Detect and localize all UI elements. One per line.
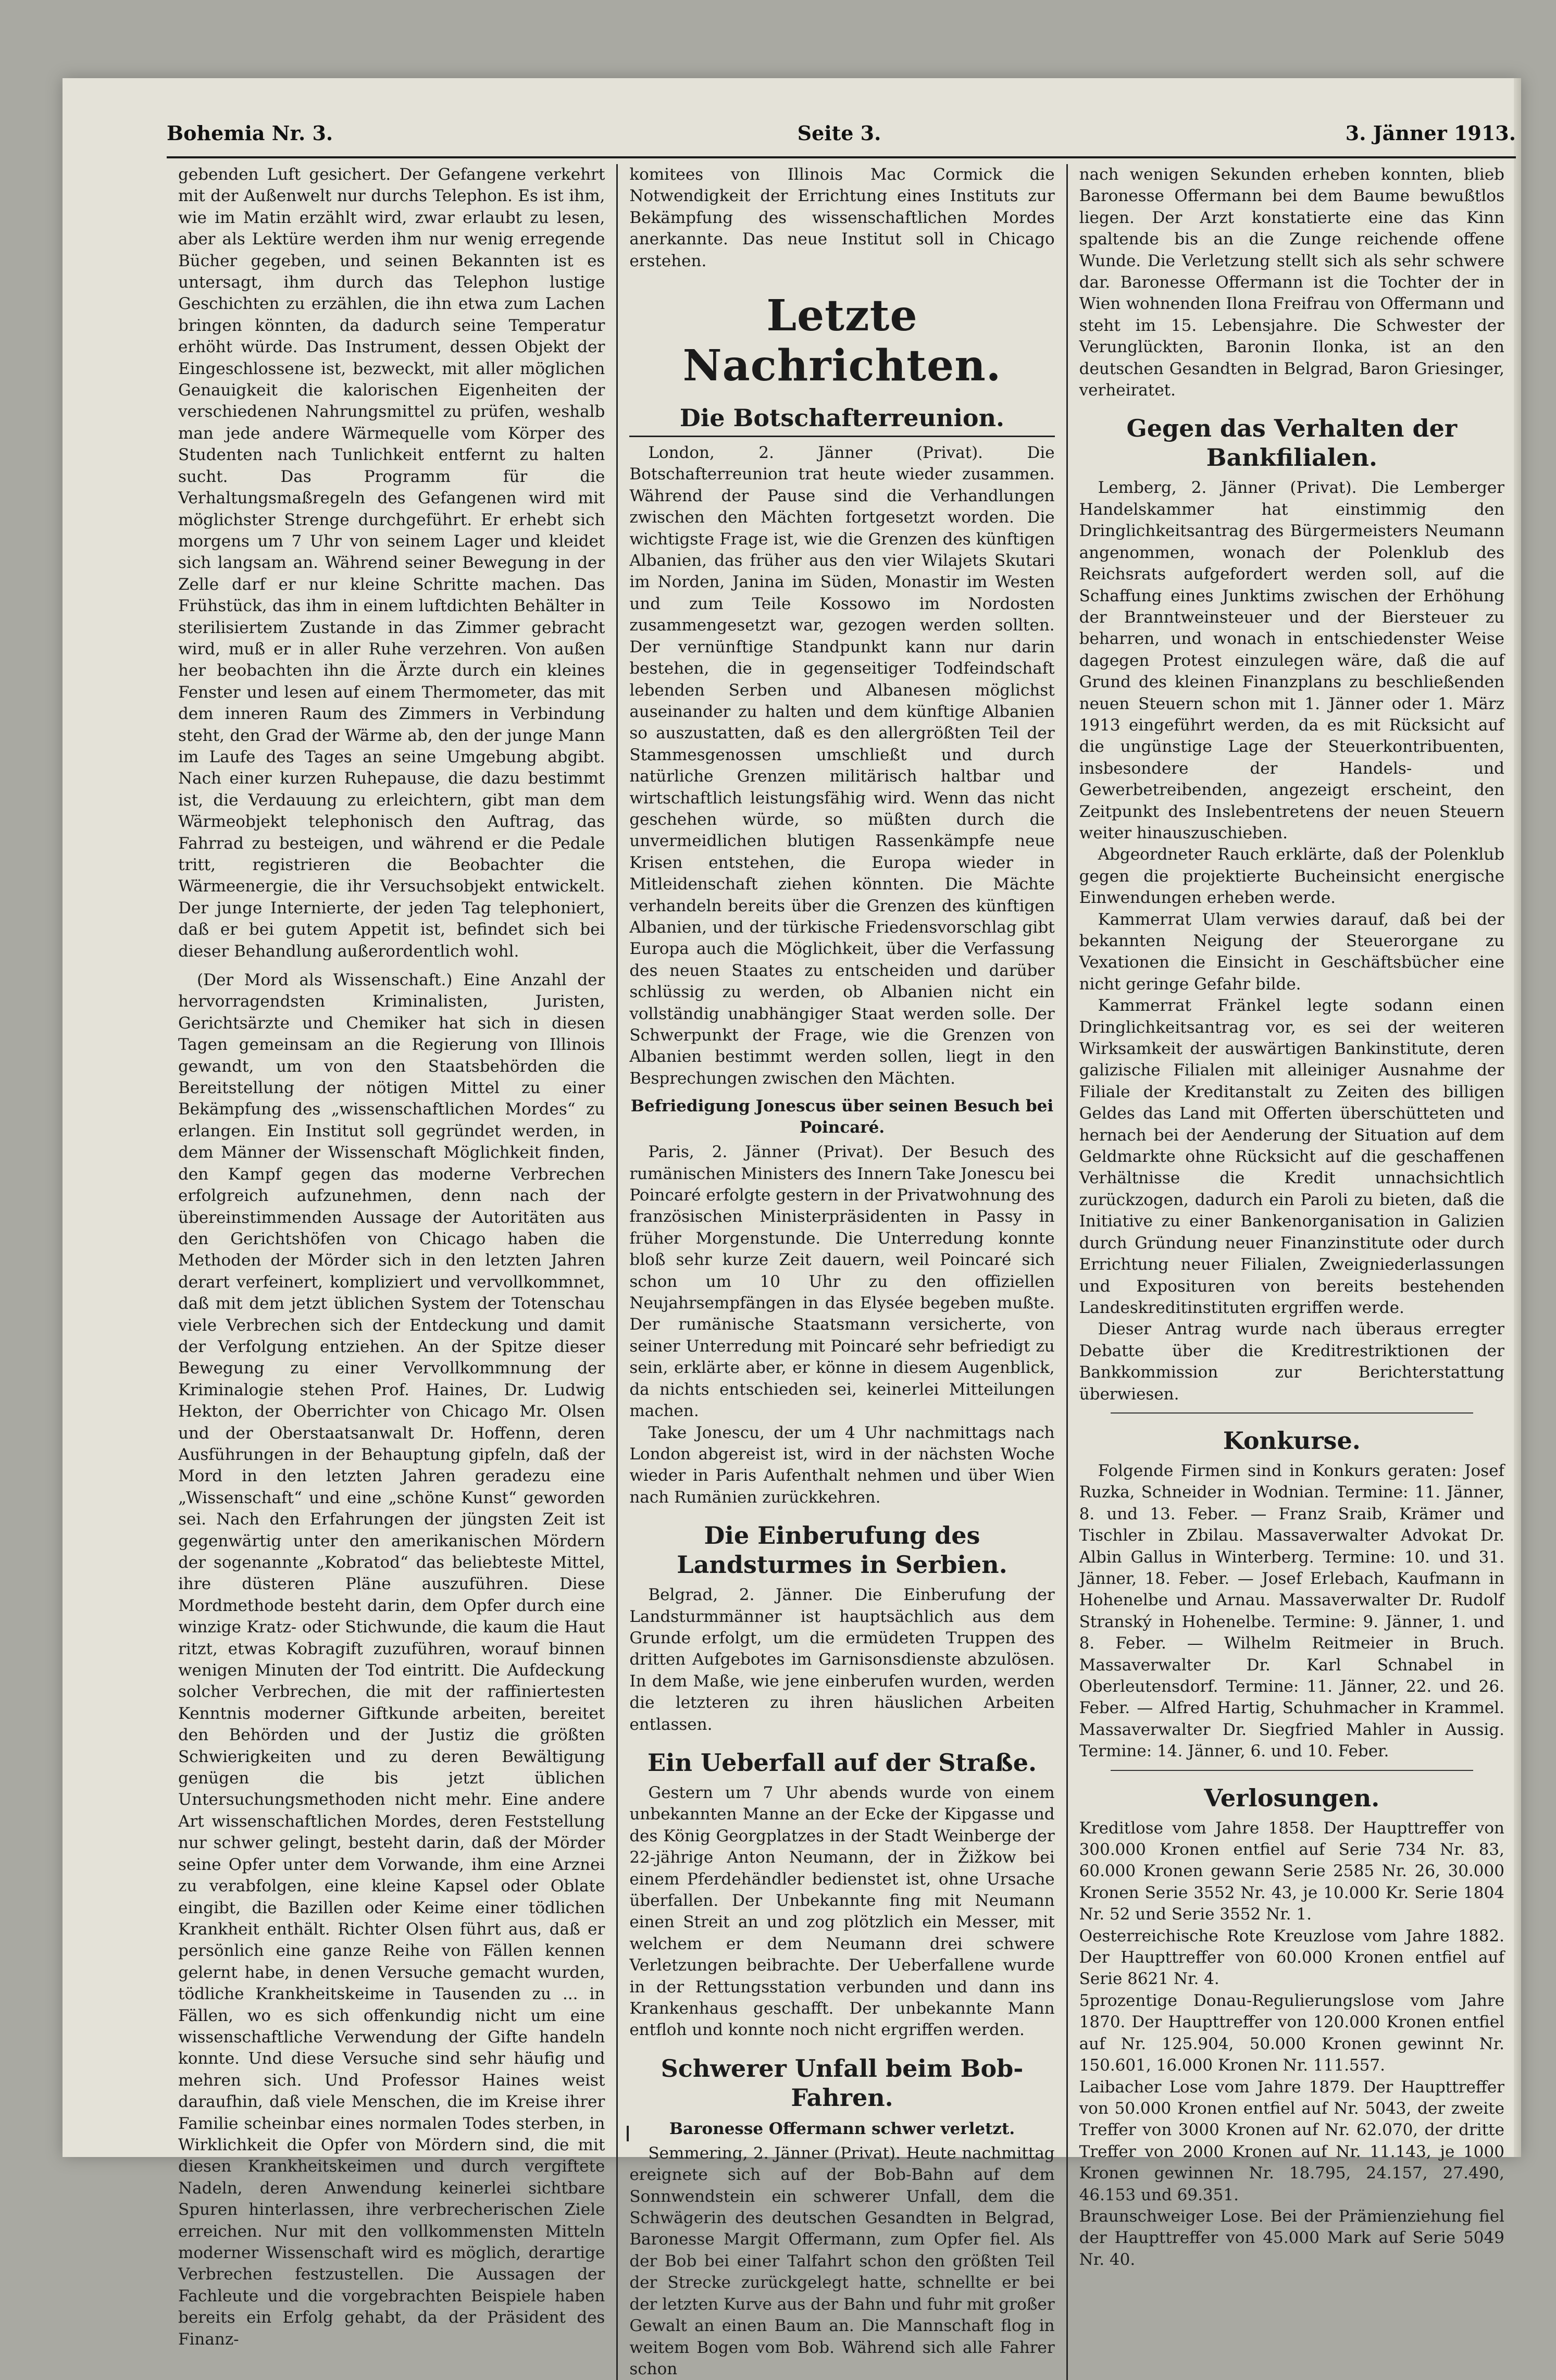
header-publication: Bohemia Nr. 3.	[167, 121, 333, 145]
article-subtitle: Befriedigung Jonescus über seinen Besuch bei Poincaré.	[630, 1097, 1054, 1137]
lottery-entry: Laibacher Lose vom Jahre 1879. Der Haupttreffer von 50.000 Kronen entfiel auf Nr. 5043, der zweite Treffer von 3000 Kronen auf Nr. 62.070, der dritte Treffer von 2000 Kronen auf Nr. 11.143, je 1000 Kronen gewinnen Nr. 18.795, 24.157, 27.490, 46.153 und 69.351.	[1079, 2077, 1504, 2204]
lottery-entry: Kreditlose vom Jahre 1858. Der Haupttreffer von 300.000 Kronen entfiel auf Serie 734 Nr. 83, 60.000 Kronen gewann Serie 2585 Nr. 26, 30.000 Kronen Serie 3552 Nr. 43, je 10.000 Kr. Serie 1804 Nr. 52 und Serie 3552 Nr. 1.	[1079, 1818, 1504, 1924]
divider	[1111, 1412, 1473, 1414]
article-text: Abgeordneter Rauch erklärte, daß der Polenklub gegen die projektierte Bucheinsicht energische Einwendungen erheben werde.	[1079, 845, 1504, 908]
article-title: Die Einberufung des Landsturmes in Serbien.	[677, 1521, 1007, 1579]
article-continued-text: gebenden Luft gesichert. Der Gefangene verkehrt mit der Außenwelt nur durchs Telephon. Es ist ihm, wie im Matin erzählt wird, zwar erlaubt zu lesen, aber als Lektüre werden ihm nur wenig erregende Bücher gegeben, und seinen Bekannten ist es untersagt, ihm durch das Telephon lustige Geschichten zu erzählen, die ihn etwa zum Lachen bringen könnten, da dadurch seine Temperatur erhöht würde. Das Instrument, dessen Objekt der Eingeschlossene ist, bezweckt, mit aller möglichen Genauigkeit die kalorischen Eigenheiten der verschiedenen Nahrungsmittel zu prüfen, weshalb man jede andere Wärmequelle vom Körper des Studenten nach Tunlichkeit entfernt zu halten sucht. Das Programm für die Verhaltungsmaßregeln des Gefangenen wird mit möglichster Strenge durchgeführt. Er erhebt sich morgens um 7 Uhr von seinem Lager und kleidet sich langsam an. Während seiner Bewegung in der Zelle darf er nur kleine Schritte machen. Das Frühstück, das ihm in einem luftdichten Behälter in sterilisiertem Zustande in das Zimmer gebracht wird, muß er in aller Ruhe verzehren. Von außen her beobachten ihn die Ärzte durch ein kleines Fenster und lesen auf einem Thermometer, das mit dem inneren Raum des Zimmers in Verbindung steht, den Grad der Wärme ab, den der junge Mann im Laufe des Tages an seine Umgebung abgibt. Nach einer kurzen Ruhepause, die dazu bestimmt ist, die Verdauung zu erleichtern, gibt man dem Wärmeobjekt telephonisch den Auftrag, das Fahrrad zu besteigen, und während er die Pedale tritt, registrieren die Beobachter die Wärmeenergie, die ihr Versuchsobjekt entwickelt. Der junge Internierte, der jeden Tag telephoniert, daß er bei gutem Appetit ist, befindet sich bei dieser Behandlung außerordentlich wohl.	[178, 165, 605, 961]
article-title: Verlosungen.	[1204, 1783, 1380, 1812]
divider	[1111, 1770, 1473, 1771]
article-text: Kammerrat Ulam verwies darauf, daß bei der bekannten Neigung der Steuerorgane zu Vexationen die Einsicht in Geschäftsbücher eine nicht geringe Gefahr bilde.	[1079, 910, 1504, 994]
article-mord-wissenschaft: (Der Mord als Wissenschaft.) Eine Anzahl der hervorragendsten Kriminalisten, Juristen, Gerichtsärzte und Chemiker hat sich in diesen Tagen gemeinsam an die Regierung von Illinois gewandt, um von den Staatsbehörden die Bereitstellung der nötigen Mittel zu einer Bekämpfung des „wissenschaftlichen Mordes“ zu erlangen. Ein Institut soll gegründet werden, in dem Männer der Wissenschaft Möglichkeit finden, den Kampf gegen das moderne Verbrechen erfolgreich aufzunehmen, denn nach der übereinstimmenden Aussage der Autoritäten aus den Gerichtshöfen von Chicago haben die Methoden der Mörder sich in den letzten Jahren derart verfeinert, kompliziert und vervollkommnet, daß mit dem jetzt üblichen System der Totenschau viele Verbrechen sich der Entdeckung und damit der Verfolgung entziehen. An der Spitze dieser Bewegung zu einer Vervollkommnung der Kriminalogie stehen Prof. Haines, Dr. Ludwig Hekton, der Oberrichter von Chicago Mr. Olsen und der Oberstaatsanwalt Dr. Hoffenn, deren Ausführungen in der Behauptung gipfeln, daß der Mord in den letzten Jahren geradezu eine „Wissenschaft“ und eine „schöne Kunst“ geworden sei. Nach den Erfahrungen der jüngsten Zeit ist gegenwärtig unter den amerikanischen Mördern der sogenannte „Kobratod“ das beliebteste Mittel, ihre düsteren Pläne auszuführen. Diese Mordmethode besteht darin, dem Opfer durch eine winzige Kratz- oder Stichwunde, die kaum die Haut ritzt, etwas Kobragift zuzuführen, worauf binnen wenigen Minuten der Tod eintritt. Die Aufdeckung solcher Verbrechen, die mit der raffiniertesten Kenntnis moderner Giftkunde arbeiten, bereitet den Behörden und der Justiz die größten Schwierigkeiten und zu deren Bewältigung genügen die bis jetzt üblichen Untersuchungsmethoden nicht mehr. Eine andere Art wissenschaftlichen Mordes, deren Feststellung nur schwer gelingt, besteht darin, daß der Mörder seine Opfer unter dem Vorwande, ihm eine Arznei zu verabfolgen, eine kleine Kapsel oder Oblate eingibt, die Bazillen oder Keime einer tödlichen Krankheit enthält. Richter Olsen führt aus, daß er persönlich eine ganze Reihe von Fällen kennen gelernt habe, in denen Versuche gemacht wurden, tödliche Krankheitskeime in Tausenden zu ... in Fällen, wo es sich offenkundig nicht um eine wissenschaftliche Verwendung der Gifte handeln konnte. Und diese Versuche sind sehr häufig und mehren sich. Und Professor Haines weist daraufhin, daß viele Menschen, die im Kreise ihrer Familie scheinbar eines normalen Todes sterben, in Wirklichkeit die Opfer von Mördern sind, die mit diesen Krankheitskeimen und durch vergiftete Nadeln, deren Anwendung keinerlei sichtbare Spuren hinterlassen, ihre verbrecherischen Ziele erreichen. Nur mit den vollkommensten Mitteln moderner Wissenschaft wird es möglich, derartige Verbrechen festzustellen. Die Aussagen der Fachleute und die vorgebrachten Beispiele haben bereits ein Erfolg gehabt, da der Präsident des Finanz-	[178, 971, 605, 2349]
article-title: Die Botschafterreunion.	[629, 403, 1054, 437]
newspaper-page	[63, 78, 1521, 2378]
article-text: Take Jonescu, der um 4 Uhr nachmittags nach London abgereist ist, wird in der nächsten Woche wieder in Paris Aufenthalt nehmen und über Wien nach Rumänien zurückkehren.	[629, 1423, 1055, 1507]
article-subtitle: Baronesse Offermann schwer verletzt.	[669, 2119, 1015, 2138]
article-text: Paris, 2. Jänner (Privat). Der Besuch des rumänischen Ministers des Innern Take Jonescu bei Poincaré erfolgte gestern in der Privatwohnung des französischen Ministerpräsidenten in Passy in früher Morgenstunde. Die Unterredung konnte bloß sehr kurze Zeit dauern, weil Poincaré sich schon um 10 Uhr zu den offiziellen Neujahrsempfängen in das Elysée begeben mußte. Der rumänische Staatsmann versicherte, von seiner Unterredung mit Poincaré sehr befriedigt zu sein, erklärte aber, er könne in diesem Augenblick, da nichts entschieden sei, keinerlei Mitteilungen machen.	[629, 1143, 1055, 1421]
lottery-entry: Braunschweiger Lose. Bei der Prämienziehung fiel der Haupttreffer von 45.000 Mark auf Serie 5049 Nr. 40.	[1079, 2207, 1504, 2269]
column-3	[1066, 164, 1516, 2380]
lottery-entry: Oesterreichische Rote Kreuzlose vom Jahre 1882. Der Haupttreffer von 60.000 Kronen entfiel auf Serie 8621 Nr. 4.	[1079, 1926, 1504, 1989]
article-text: Lemberg, 2. Jänner (Privat). Die Lemberger Handelskammer hat einstimmig den Dringlichkeitsantrag des Bürgermeisters Neumann angenommen, wonach der Polenklub des Reichsrats aufgefordert werden soll, auf die Schaffung eines Junktims zwischen der Erhöhung der Branntweinsteuer und der Biersteuer zu beharren, und wonach in entschiedenster Weise dagegen Protest einzulegen wäre, daß die auf Grund des kleinen Finanzplans zu beschließenden neuen Steuern schon mit 1. Jänner oder 1. März 1913 eingeführt werden, da es mit Rücksicht auf die ungünstige Lage der Steuerkontribuenten, insbesondere der Handels- und Gewerbetreibenden, angezeigt erscheint, den Zeitpunkt des Inslebentretens der neuen Steuern weiter hinauszuschieben.	[1079, 478, 1504, 842]
column-2	[616, 164, 1066, 2380]
article-title: Konkurse.	[1223, 1426, 1361, 1455]
article-text: Gestern um 7 Uhr abends wurde von einem unbekannten Manne an der Ecke der Kipgasse und des König Georgplatzes in der Stadt Weinberge der 22-jährige Anton Neumann, der in Žižkow bei einem Pferdehändler bedienstet ist, ohne Ursache überfallen. Der Unbekannte fing mit Neumann einen Streit an und zog plötzlich ein Messer, mit welchem er dem Neumann drei schwere Verletzungen beibrachte. Der Ueberfallene wurde in der Rettungsstation verbunden und dann ins Krankenhaus geschafft. Der unbekannte Mann entfloh und konnte noch nicht ergriffen werden.	[629, 1783, 1055, 2040]
article-text: Folgende Firmen sind in Konkurs geraten: Josef Ruzka, Schneider in Wodnian. Termine: 11. Jänner, 8. und 13. Feber. — Franz Sraib, Krämer und Tischler in Zbilau. Massaverwalter Advokat Dr. Albin Gallus in Winterberg. Termine: 10. und 31. Jänner, 18. Feber. — Josef Erlebach, Kaufmann in Hohenelbe und Arnau. Massaverwalter Dr. Rudolf Stranský in Hohenelbe. Termine: 9. Jänner, 1. und 8. Feber. — Wilhelm Reitmeier in Bruch. Massaverwalter Dr. Karl Schnabel in Oberleutensdorf. Termine: 11. Jänner, 22. und 26. Feber. — Alfred Hartig, Schuhmacher in Krammel. Massaverwalter Dr. Siegfried Mahler in Aussig. Termine: 14. Jänner, 6. und 10. Feber.	[1079, 1461, 1504, 1761]
header-date: 3. Jänner 1913.	[1345, 121, 1516, 145]
header-page-number: Seite 3.	[797, 121, 881, 145]
article-continued-text: komitees von Illinois Mac Cormick die Notwendigkeit der Errichtung eines Instituts zur Bekämpfung des wissenschaftlichen Mordes anerkannte. Das neue Institut soll in Chicago erstehen.	[629, 165, 1055, 270]
lottery-list	[1079, 1818, 1504, 2271]
article-text: Belgrad, 2. Jänner. Die Einberufung der Landsturmmänner ist hauptsächlich aus dem Grunde erfolgt, um die ermüdeten Truppen des dritten Aufgebotes im Garnisonsdienste abzulösen. In dem Maße, wie jene einberufen wurden, werden die letzteren zu ihren häuslichen Arbeiten entlassen.	[629, 1585, 1055, 1734]
article-continued-text: nach wenigen Sekunden erheben konnten, blieb Baronesse Offermann bei dem Baume bewußtlos liegen. Der Arzt konstatierte eine das Kinn spaltende bis an die Zunge reichende offene Wunde. Die Verletzung stellt sich als sehr schwere dar. Baronesse Offermann ist die Tochter der in Wien wohnenden Ilona Freifrau von Offermann und steht im 15. Lebensjahre. Die Schwester der Verunglückten, Baronin Ilonka, ist an den deutschen Gesandten in Belgrad, Baron Griesinger, verheiratet.	[1079, 165, 1504, 400]
article-text: London, 2. Jänner (Privat). Die Botschafterreunion trat heute wieder zusammen. Während der Pause sind die Verhandlungen zwischen den Mächten fortgesetzt worden. Die wichtigste Frage ist, wie die Grenzen des künftigen Albanien, das früher aus den vier Wilajets Skutari im Norden, Janina im Süden, Monastir im Westen und zum Teile Kossowo im Nordosten zusammengesetzt war, gezogen werden sollten. Der vernünftige Standpunkt kann nur darin bestehen, die in gegenseitiger Todfeindschaft lebenden Serben und Albanesen möglichst auseinander zu halten und dem künftige Albanien so auszustatten, daß es den allergrößten Teil der Stammesgenossen umschließt und durch natürliche Grenzen militärisch haltbar und wirtschaftlich leistungsfähig wird. Wenn das nicht geschehen würde, so müßten durch die unvermeidlichen blutigen Rassenkämpfe neue Krisen entstehen, die Europa wieder in Mitleidenschaft ziehen könnten. Die Mächte verhandeln bereits über die Grenzen des künftigen Albanien, und der türkische Friedensvorschlag gibt Europa auch die Möglichkeit, über die Verfassung des neuen Staates zu entscheiden und darüber schlüssig zu werden, ob Albanien nicht ein vollständig unabhängiger Staat werden solle. Der Schwerpunkt der Frage, wie die Grenzen von Albanien bestimmt werden sollen, liegt in den Besprechungen zwischen den Mächten.	[629, 443, 1055, 1088]
section-title: Letzte Nachrichten.	[682, 291, 1002, 391]
page-header	[167, 115, 1516, 151]
lottery-entry: 5prozentige Donau-Regulierungslose vom Jahre 1870. Der Haupttreffer von 120.000 Kronen entfiel auf Nr. 125.904, 50.000 Kronen gewinnt Nr. 150.601, 16.000 Kronen Nr. 111.557.	[1079, 1991, 1504, 2075]
article-text: Semmering, 2. Jänner (Privat). Heute nachmittag ereignete sich auf der Bob-Bahn auf dem Sonnwendstein ein schwerer Unfall, dem die Schwägerin des deutschen Gesandten in Belgrad, Baronesse Margit Offermann, zum Opfer fiel. Als der Bob bei einer Talfahrt schon den größten Teil der Strecke zurückgelegt hatte, schnellte er bei der letzten Kurve aus der Bahn und fuhr mit großer Gewalt an einen Baum an. Die Mannschaft flog in weitem Bogen vom Bob. Während sich alle Fahrer schon	[629, 2143, 1055, 2378]
article-title: Schwerer Unfall beim Bob-Fahren.	[661, 2054, 1024, 2112]
article-text: Dieser Antrag wurde nach überaus erregter Debatte über die Kreditrestriktionen der Bankkommission zur Berichterstattung überwiesen.	[1079, 1320, 1504, 1404]
columns	[167, 164, 1516, 2378]
footer-mark	[627, 2126, 629, 2141]
article-text: Kammerrat Fränkel legte sodann einen Dringlichkeitsantrag vor, es sei der weiteren Wirksamkeit der auswärtigen Bankinstitute, deren galizische Filialen mit alleiniger Ausnahme der Filiale der Kreditanstalt zu Zeiten des billigen Geldes das Land mit Offerten überschütteten und hernach bei der Aenderung der Situation auf dem Geldmarkte ohne Rücksicht auf die geschaffenen Verhältnisse die Kredit unnachsichtlich zurückzogen, dadurch ein Paroli zu bieten, daß die Initiative zu einer Bankenorganisation in Galizien durch Gründung neuer Finanzinstitute oder durch Errichtung neuer Filialen, Zweigniederlassungen und Exposituren von bereits bestehenden Landeskreditinstituten ergriffen werde.	[1079, 996, 1504, 1317]
column-1	[167, 164, 616, 2380]
article-title: Ein Ueberfall auf der Straße.	[647, 1748, 1037, 1777]
article-title: Gegen das Verhalten der Bankfilialen.	[1126, 414, 1458, 472]
header-rule	[167, 156, 1516, 158]
